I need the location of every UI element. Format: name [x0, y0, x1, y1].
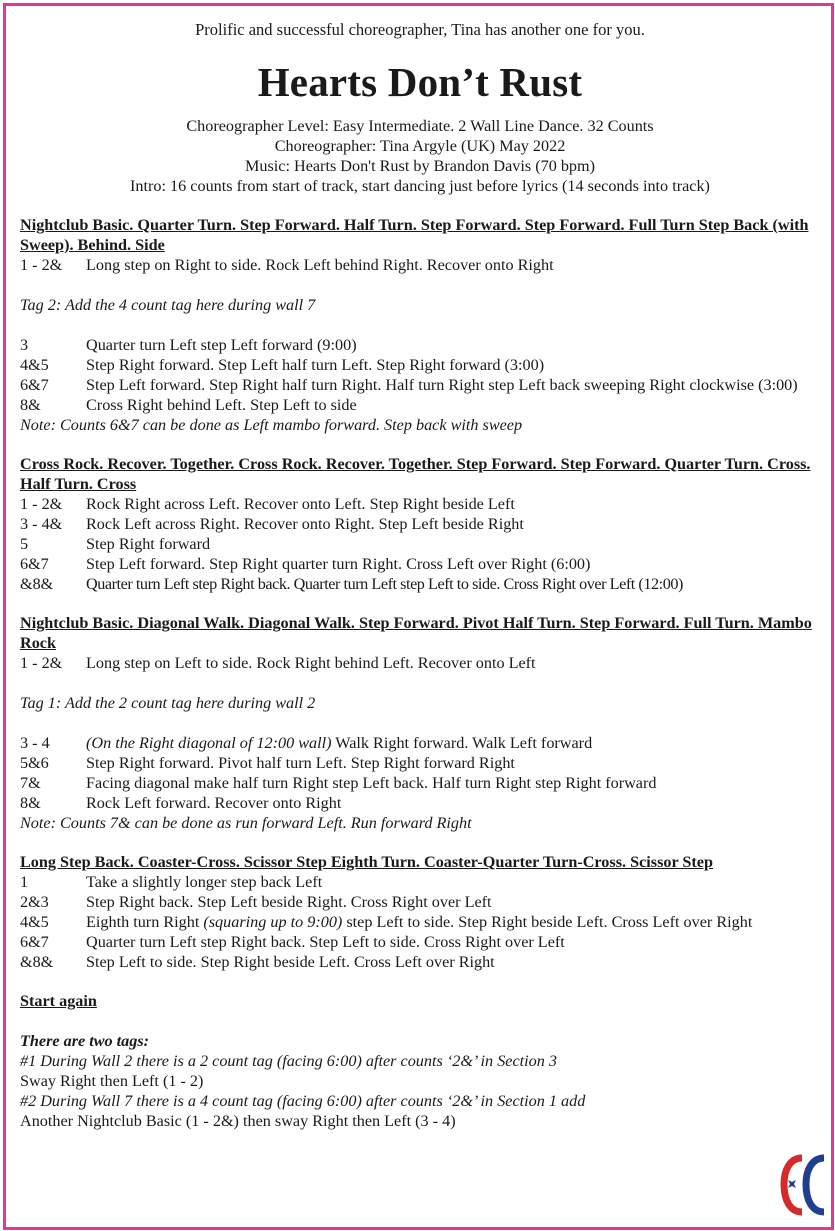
step-count: 6&7: [20, 376, 49, 394]
step-desc: [86, 733, 820, 753]
step-row: [20, 554, 820, 574]
step-row: [20, 932, 820, 952]
dance-title: Hearts Don’t Rust: [257, 59, 583, 105]
step-count: &8&: [20, 953, 54, 971]
step-count: 2&3: [20, 893, 49, 911]
step-desc-rest: step Left to side. Step Right beside Left. Cross Left over Right: [342, 913, 753, 931]
step-row: [20, 892, 820, 912]
step-row: [20, 255, 820, 275]
section-3-title: Nightclub Basic. Diagonal Walk. Diagonal Walk. Step Forward. Pivot Half Turn. Step Forward. Full Turn. Mambo Rock: [20, 614, 812, 652]
intro-line: Prolific and successful choreographer, Tina has another one for you.: [195, 20, 645, 39]
tag-1-desc: Sway Right then Left (1 - 2): [20, 1072, 204, 1090]
step-row: [20, 375, 820, 395]
meta-choreographer: Choreographer: Tina Argyle (UK) May 2022: [274, 137, 566, 155]
step-desc-italic: (squaring up to 9:00): [203, 913, 343, 931]
step-desc: Cross Right behind Left. Step Left to side: [86, 396, 357, 414]
step-row: [20, 753, 820, 773]
section-note: Note: Counts 6&7 can be done as Left mambo forward. Step back with sweep: [20, 416, 523, 434]
step-count: 5&6: [20, 754, 49, 772]
step-row: [20, 773, 820, 793]
step-count: 8&: [20, 794, 41, 812]
step-desc: Long step on Left to side. Rock Right behind Left. Recover onto Left: [86, 654, 536, 672]
section-4-title: Long Step Back. Coaster-Cross. Scissor Step Eighth Turn. Coaster-Quarter Turn-Cross. Scissor Step: [20, 853, 713, 871]
step-count: 5: [20, 535, 29, 553]
meta-music: Music: Hearts Don't Rust by Brandon Davis (70 bpm): [244, 157, 595, 175]
step-count: 3: [20, 336, 29, 354]
step-desc: Step Right forward. Step Left half turn Left. Step Right forward (3:00): [86, 356, 545, 374]
step-desc-rest: Walk Right forward. Walk Left forward: [331, 734, 593, 752]
step-row: [20, 514, 820, 534]
step-count: 3 - 4: [20, 734, 50, 752]
step-count: 1 - 2&: [20, 495, 63, 513]
step-desc: Take a slightly longer step back Left: [86, 873, 323, 891]
step-count: 4&5: [20, 356, 49, 374]
tag-1-title: #1 During Wall 2 there is a 2 count tag (facing 6:00) after counts ‘2&’ in Section 3: [20, 1052, 557, 1070]
step-row: [20, 872, 820, 892]
step-desc: Step Left forward. Step Right quarter turn Right. Cross Left over Right (6:00): [86, 555, 591, 573]
step-count: 1 - 2&: [20, 256, 63, 274]
tag-note: Tag 2: Add the 4 count tag here during wall 7: [20, 296, 316, 314]
step-row: [20, 952, 820, 972]
step-row: [20, 653, 820, 673]
step-count: &8&: [20, 575, 54, 593]
step-desc: Step Right back. Step Left beside Right. Cross Right over Left: [86, 893, 492, 911]
step-desc: Step Left forward. Step Right half turn Right. Half turn Right step Left back sweeping Right clockwise (3:00): [86, 376, 798, 394]
logo-c-blue: [806, 1158, 824, 1212]
step-desc: Quarter turn Left step Right back. Step Left to side. Cross Right over Left: [86, 933, 565, 951]
step-count: 7&: [20, 774, 41, 792]
step-desc: Step Right forward. Pivot half turn Left. Step Right forward Right: [86, 754, 515, 772]
step-count: 4&5: [20, 913, 49, 931]
section-2-title: Cross Rock. Recover. Together. Cross Rock. Recover. Together. Step Forward. Step Forward. Quarter Turn. Cross. Half Turn. Cross: [20, 455, 811, 493]
step-desc-italic: (On the Right diagonal of 12:00 wall): [86, 734, 332, 752]
step-row: [20, 335, 820, 355]
step-count: 3 - 4&: [20, 515, 63, 533]
step-count: 1: [20, 873, 29, 891]
logo-star: [788, 1180, 796, 1188]
step-row: [20, 733, 820, 753]
step-desc: Rock Left across Right. Recover onto Right. Step Left beside Right: [86, 515, 524, 533]
tag-2-title: #2 During Wall 7 there is a 4 count tag (facing 6:00) after counts ‘2&’ in Section 1 add: [20, 1092, 586, 1110]
dance-meta: [20, 116, 820, 196]
step-desc: Rock Left forward. Recover onto Right: [86, 794, 342, 812]
step-desc: Step Left to side. Step Right beside Left. Cross Left over Right: [86, 953, 495, 971]
step-desc-start: Eighth turn Right: [86, 913, 204, 931]
step-count: 6&7: [20, 555, 49, 573]
start-again: Start again: [20, 992, 97, 1010]
step-row: [20, 912, 820, 932]
step-row: [20, 574, 820, 594]
step-count: 1 - 2&: [20, 654, 63, 672]
step-desc: Long step on Right to side. Rock Left behind Right. Recover onto Right: [86, 256, 554, 274]
cross-country-logo: [780, 1150, 830, 1220]
step-row: [20, 534, 820, 554]
step-row: [20, 494, 820, 514]
step-desc: Quarter turn Left step Right back. Quarter turn Left step Left to side. Cross Right over Left (12:00): [86, 575, 683, 593]
step-count: 8&: [20, 396, 41, 414]
step-desc: [86, 912, 820, 932]
meta-level: Choreographer Level: Easy Intermediate. 2 Wall Line Dance. 32 Counts: [186, 117, 654, 135]
step-desc: Rock Right across Left. Recover onto Left. Step Right beside Left: [86, 495, 515, 513]
step-row: [20, 395, 820, 415]
tags-heading: There are two tags:: [20, 1032, 150, 1050]
meta-intro: Intro: 16 counts from start of track, start dancing just before lyrics (14 seconds into track): [130, 177, 710, 195]
step-row: [20, 793, 820, 813]
section-note: Note: Counts 7& can be done as run forward Left. Run forward Right: [20, 814, 472, 832]
tag-note: Tag 1: Add the 2 count tag here during wall 2: [20, 694, 316, 712]
step-count: 6&7: [20, 933, 49, 951]
section-1-title: Nightclub Basic. Quarter Turn. Step Forward. Half Turn. Step Forward. Step Forward. Full Turn Step Back (with Sweep). Behind. Side: [20, 216, 809, 254]
stepsheet: [20, 0, 820, 1131]
step-desc: Facing diagonal make half turn Right step Left back. Half turn Right step Right forward: [86, 774, 657, 792]
step-desc: Step Right forward: [86, 535, 211, 553]
step-row: [20, 355, 820, 375]
tag-2-desc: Another Nightclub Basic (1 - 2&) then sway Right then Left (3 - 4): [20, 1112, 456, 1130]
step-desc: Quarter turn Left step Left forward (9:00): [86, 336, 357, 354]
